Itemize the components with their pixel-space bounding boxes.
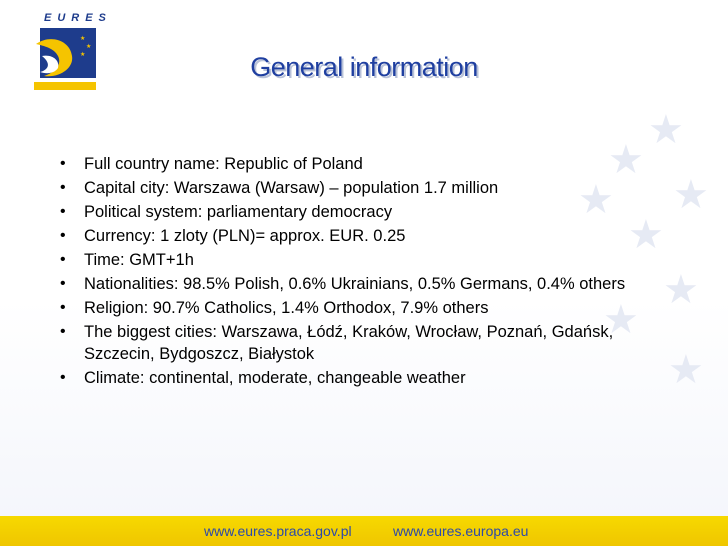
bullet-list (60, 153, 680, 391)
star-icon: ★ (668, 347, 704, 393)
list-item (60, 225, 680, 247)
star-icon: ★ (663, 267, 699, 313)
bullet-icon: • (60, 275, 66, 292)
svg-text:★: ★ (80, 51, 86, 58)
list-item-text: Political system: parliamentary democracy (84, 203, 393, 221)
logo-text: EURES (44, 12, 112, 24)
svg-text:★: ★ (80, 35, 86, 42)
bullet-icon: • (60, 369, 66, 386)
footer-link-eures-europa[interactable]: www.eures.europa.eu (393, 523, 529, 539)
list-item-text: The biggest cities: Warszawa, Łódź, Kraków, Wrocław, Poznań, Gdańsk, Szczecin, Bydgoszcz, Białystok (84, 323, 614, 363)
star-icon: ★ (603, 297, 639, 343)
star-icon: ★ (673, 172, 709, 218)
list-item-text: Time: GMT+1h (84, 251, 194, 269)
list-item (60, 273, 680, 295)
list-item (60, 201, 680, 223)
list-item-text: Full country name: Republic of Poland (84, 155, 363, 173)
star-icon: ★ (648, 107, 684, 153)
list-item (60, 367, 680, 389)
star-icon: ★ (578, 177, 614, 223)
star-icon: ★ (608, 137, 644, 183)
svg-text:★: ★ (86, 43, 92, 50)
bullet-icon: • (60, 323, 66, 340)
bullet-icon: • (60, 227, 66, 244)
list-item (60, 249, 680, 271)
footer-link-eures-praca[interactable]: www.eures.praca.gov.pl (204, 523, 352, 539)
star-icon: ★ (628, 212, 664, 258)
bullet-icon: • (60, 299, 66, 316)
bullet-icon: • (60, 251, 66, 268)
bullet-icon: • (60, 179, 66, 196)
list-item (60, 153, 680, 175)
list-item-text: Currency: 1 zloty (PLN)= approx. EUR. 0.25 (84, 227, 406, 245)
list-item-text: Nationalities: 98.5% Polish, 0.6% Ukrainians, 0.5% Germans, 0.4% others (84, 275, 626, 293)
list-item (60, 297, 680, 319)
bullet-icon: • (60, 203, 66, 220)
list-item-text: Capital city: Warszawa (Warsaw) – population 1.7 million (84, 179, 499, 197)
list-item-text: Climate: continental, moderate, changeable weather (84, 369, 466, 387)
list-item (60, 321, 680, 365)
list-item (60, 177, 680, 199)
list-item-text: Religion: 90.7% Catholics, 1.4% Orthodox, 7.9% others (84, 299, 489, 317)
bullet-icon: • (60, 155, 66, 172)
footer-bar (0, 516, 728, 546)
page-title: General information (250, 52, 478, 82)
